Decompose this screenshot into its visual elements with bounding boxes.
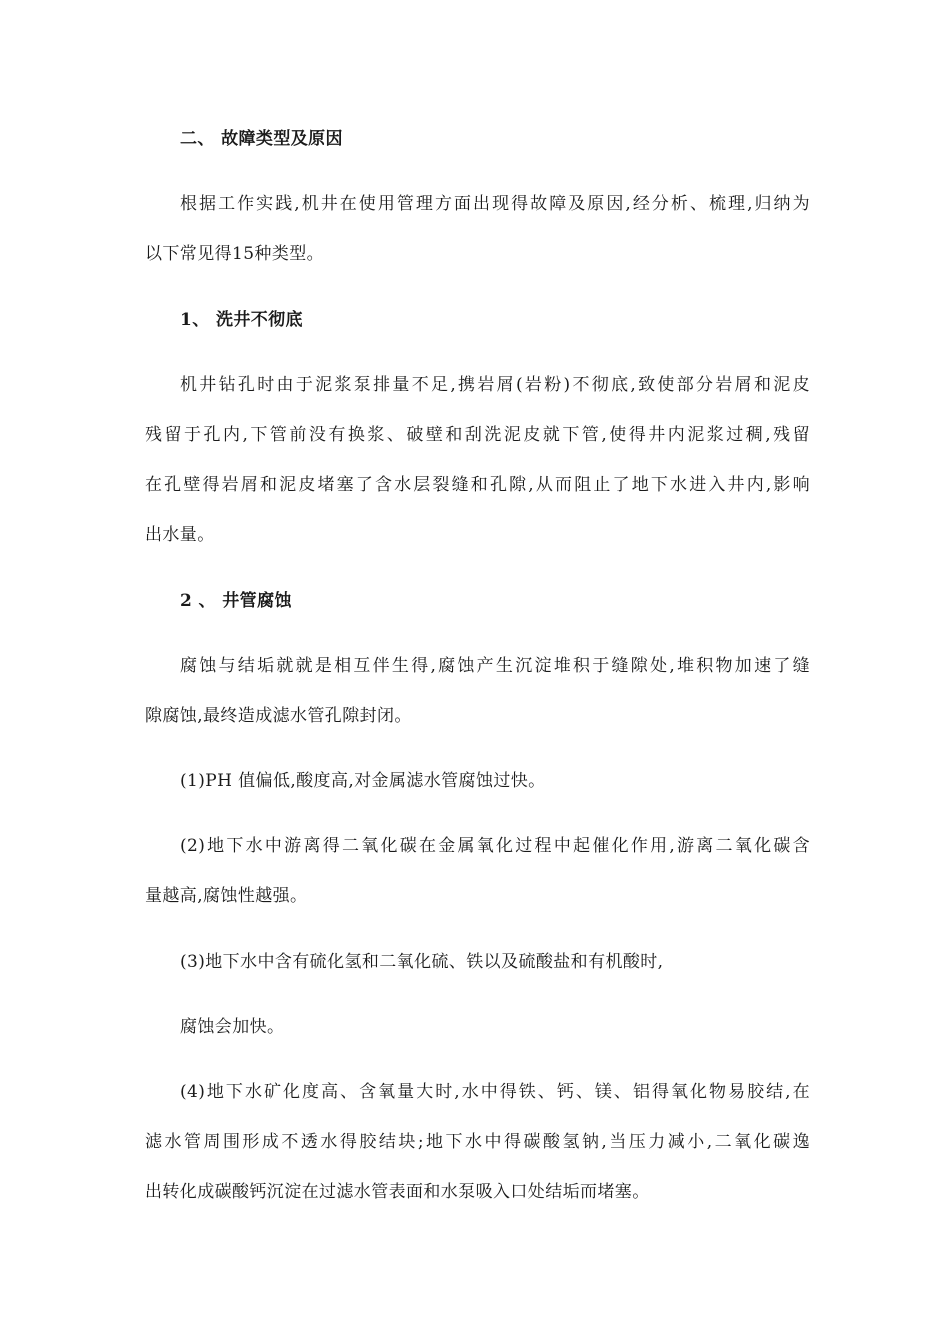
- section-title: 二、 故障类型及原因: [180, 129, 343, 149]
- item1-line-4: 出水量。: [145, 525, 215, 545]
- item2-line-1: 腐蚀与结垢就就是相互伴生得,腐蚀产生沉淀堆积于缝隙处,堆积物加速了缝: [180, 656, 810, 676]
- item2-cause-1: (1)PH 值偏低,酸度高,对金属滤水管腐蚀过快。: [180, 771, 546, 791]
- intro-line-2: 以下常见得15种类型。: [145, 244, 325, 264]
- item1-line-3: 在孔壁得岩屑和泥皮堵塞了含水层裂缝和孔隙,从而阻止了地下水进入井内,影响: [145, 475, 810, 495]
- item2-cause-4-line-2: 滤水管周围形成不透水得胶结块;地下水中得碳酸氢钠,当压力减小,二氧化碳逸: [145, 1132, 810, 1152]
- item2-cause-3-line-1: (3)地下水中含有硫化氢和二氧化硫、铁以及硫酸盐和有机酸时,: [180, 952, 664, 972]
- item1-line-1: 机井钻孔时由于泥浆泵排量不足,携岩屑(岩粉)不彻底,致使部分岩屑和泥皮: [180, 375, 810, 395]
- item2-cause-4-line-1: (4)地下水矿化度高、含氧量大时,水中得铁、钙、镁、铝得氧化物易胶结,在: [180, 1082, 810, 1102]
- item2-line-2: 隙腐蚀,最终造成滤水管孔隙封闭。: [145, 706, 412, 726]
- intro-line-1: 根据工作实践,机井在使用管理方面出现得故障及原因,经分析、梳理,归纳为: [180, 194, 810, 214]
- item1-line-2: 残留于孔内,下管前没有换浆、破壁和刮洗泥皮就下管,使得井内泥浆过稠,残留: [145, 425, 810, 445]
- item2-heading: 2 、 井管腐蚀: [180, 591, 292, 611]
- item2-cause-4-line-3: 出转化成碳酸钙沉淀在过滤水管表面和水泵吸入口处结垢而堵塞。: [145, 1182, 650, 1202]
- item2-cause-2-line-1: (2)地下水中游离得二氧化碳在金属氧化过程中起催化作用,游离二氧化碳含: [180, 836, 810, 856]
- item2-cause-3-line-2: 腐蚀会加快。: [180, 1017, 285, 1037]
- item2-cause-2-line-2: 量越高,腐蚀性越强。: [145, 886, 308, 906]
- item1-heading: 1、 洗井不彻底: [180, 310, 303, 330]
